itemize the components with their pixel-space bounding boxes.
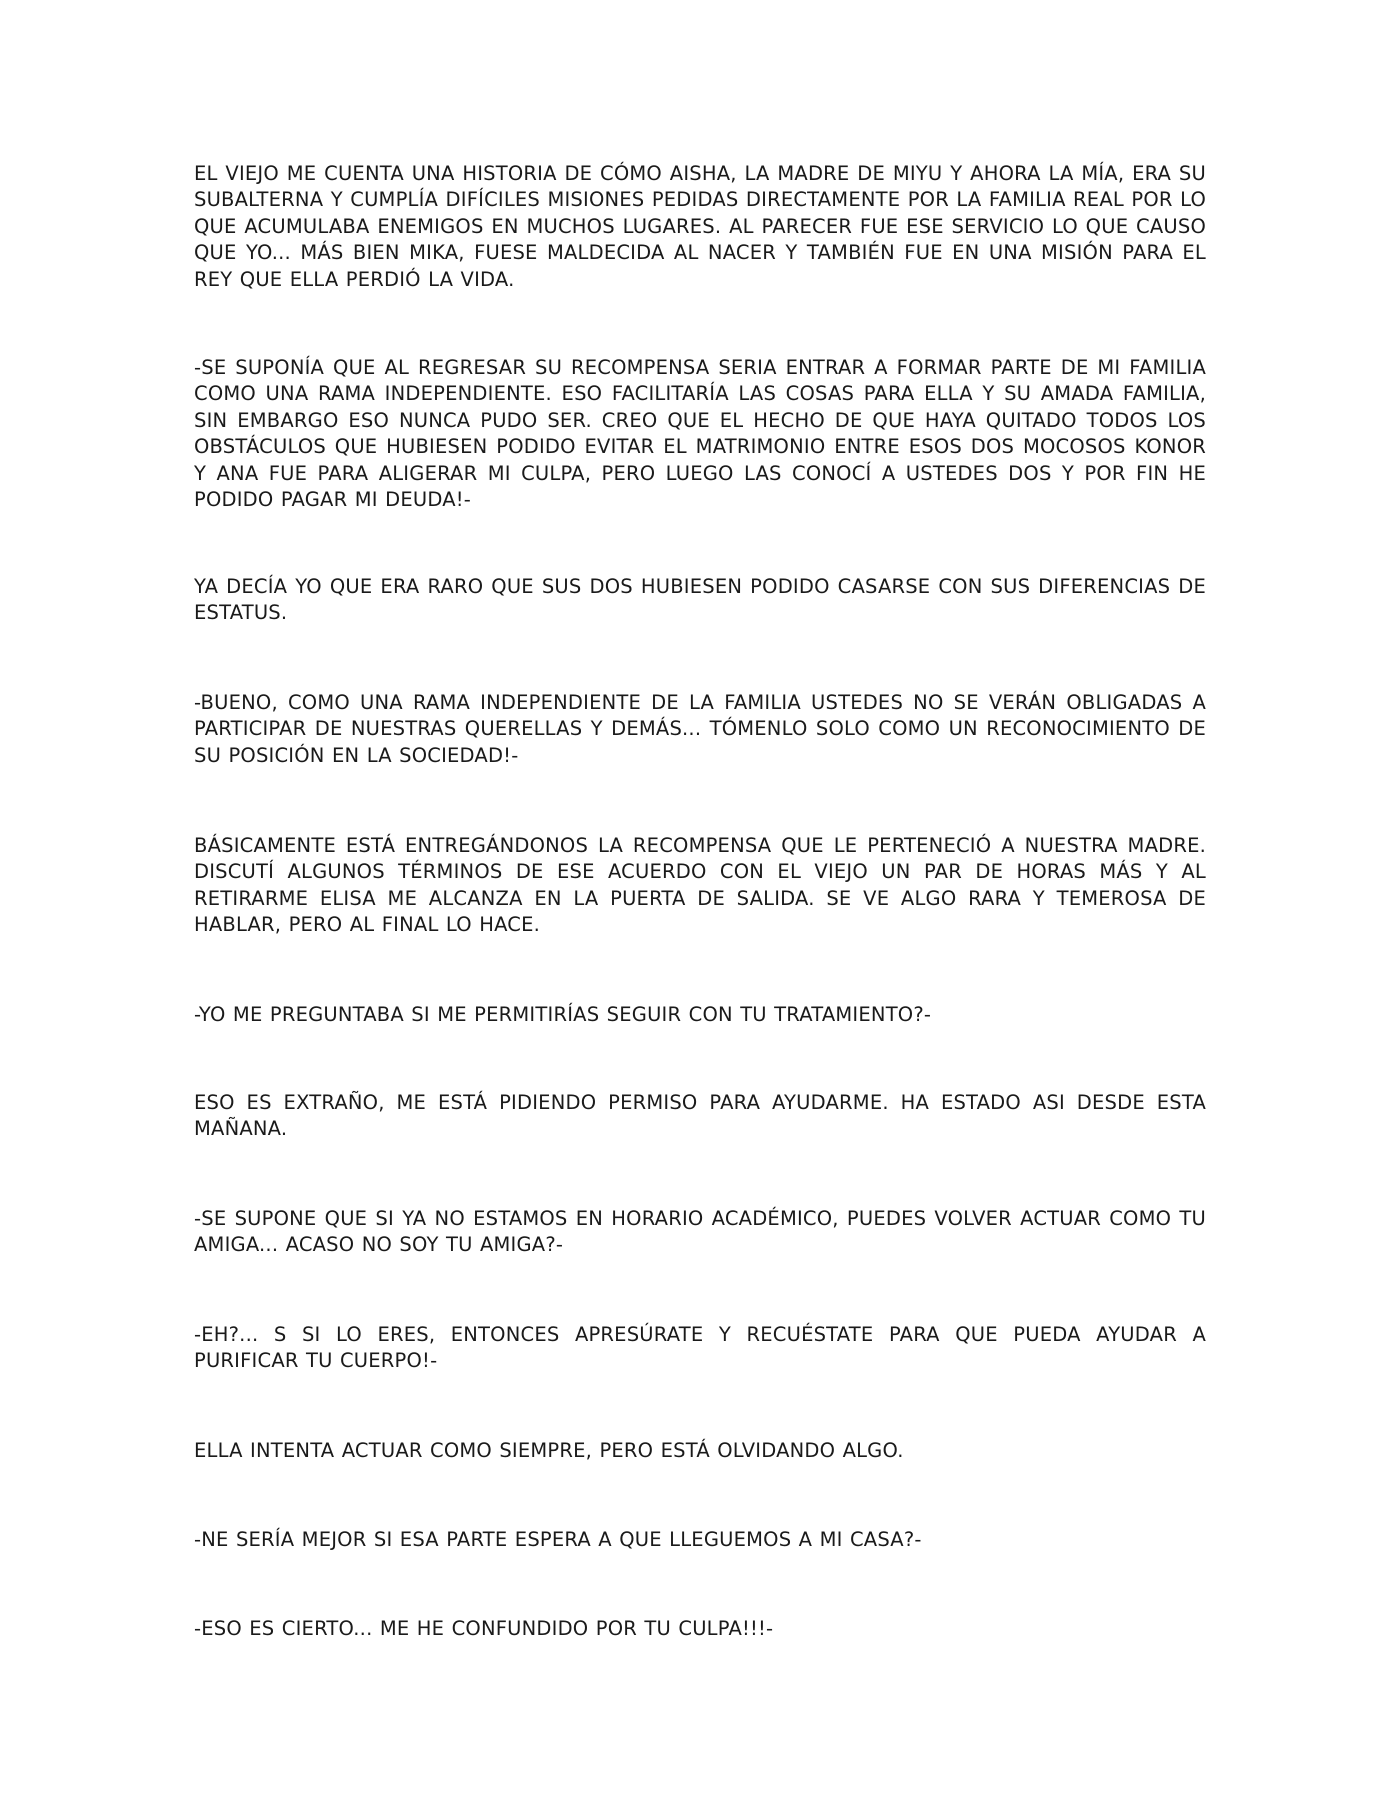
- paragraph-8: -SE SUPONE QUE SI YA NO ESTAMOS EN HORARIO ACADÉMICO, PUEDES VOLVER ACTUAR COMO TU AMIGA... ACASO NO SOY TU AMIGA?-: [194, 1207, 1206, 1257]
- paragraph-5: BÁSICAMENTE ESTÁ ENTREGÁNDONOS LA RECOMPENSA QUE LE PERTENECIÓ A NUESTRA MADRE. DISCUTÍ ALGUNOS TÉRMINOS DE ESE ACUERDO CON EL VIEJO UN PAR DE HORAS MÁS Y AL RETIRARME ELISA ME ALCANZA EN LA PUERTA DE SALIDA. SE VE ALGO RARA Y TEMEROSA DE HABLAR, PERO AL FINAL LO HACE.: [194, 834, 1206, 937]
- paragraph-10: ELLA INTENTA ACTUAR COMO SIEMPRE, PERO ESTÁ OLVIDANDO ALGO.: [194, 1439, 904, 1462]
- paragraph-9: -EH?... S SI LO ERES, ENTONCES APRESÚRATE Y RECUÉSTATE PARA QUE PUEDA AYUDAR A PURIFICAR TU CUERPO!-: [194, 1323, 1206, 1373]
- paragraph-11: -NE SERÍA MEJOR SI ESA PARTE ESPERA A QUE LLEGUEMOS A MI CASA?-: [194, 1528, 922, 1551]
- paragraph-12: -ESO ES CIERTO... ME HE CONFUNDIDO POR TU CULPA!!!-: [194, 1617, 774, 1640]
- paragraph-6: -YO ME PREGUNTABA SI ME PERMITIRÍAS SEGUIR CON TU TRATAMIENTO?-: [194, 1003, 932, 1026]
- paragraph-7: ESO ES EXTRAÑO, ME ESTÁ PIDIENDO PERMISO PARA AYUDARME. HA ESTADO ASI DESDE ESTA MAÑANA.: [194, 1091, 1206, 1141]
- paragraph-4: -BUENO, COMO UNA RAMA INDEPENDIENTE DE LA FAMILIA USTEDES NO SE VERÁN OBLIGADAS A PARTICIPAR DE NUESTRAS QUERELLAS Y DEMÁS... TÓMENLO SOLO COMO UN RECONOCIMIENTO DE SU POSICIÓN EN LA SOCIEDAD!-: [194, 691, 1206, 767]
- paragraph-2: -SE SUPONÍA QUE AL REGRESAR SU RECOMPENSA SERIA ENTRAR A FORMAR PARTE DE MI FAMILIA COMO UNA RAMA INDEPENDIENTE. ESO FACILITARÍA LAS COSAS PARA ELLA Y SU AMADA FAMILIA, SIN EMBARGO ESO NUNCA PUDO SER. CREO QUE EL HECHO DE QUE HAYA QUITADO TODOS LOS OBSTÁCULOS QUE HUBIESEN PODIDO EVITAR EL MATRIMONIO ENTRE ESOS DOS MOCOSOS KONOR Y ANA FUE PARA ALIGERAR MI CULPA, PERO LUEGO LAS CONOCÍ A USTEDES DOS Y POR FIN HE PODIDO PAGAR MI DEUDA!-: [194, 356, 1206, 512]
- paragraph-3: YA DECÍA YO QUE ERA RARO QUE SUS DOS HUBIESEN PODIDO CASARSE CON SUS DIFERENCIAS DE ESTATUS.: [194, 575, 1206, 625]
- paragraph-1: EL VIEJO ME CUENTA UNA HISTORIA DE CÓMO AISHA, LA MADRE DE MIYU Y AHORA LA MÍA, ERA SU SUBALTERNA Y CUMPLÍA DIFÍCILES MISIONES PEDIDAS DIRECTAMENTE POR LA FAMILIA REAL POR LO QUE ACUMULABA ENEMIGOS EN MUCHOS LUGARES. AL PARECER FUE ESE SERVICIO LO QUE CAUSO QUE YO... MÁS BIEN MIKA, FUESE MALDECIDA AL NACER Y TAMBIÉN FUE EN UNA MISIÓN PARA EL REY QUE ELLA PERDIÓ LA VIDA.: [194, 162, 1206, 291]
